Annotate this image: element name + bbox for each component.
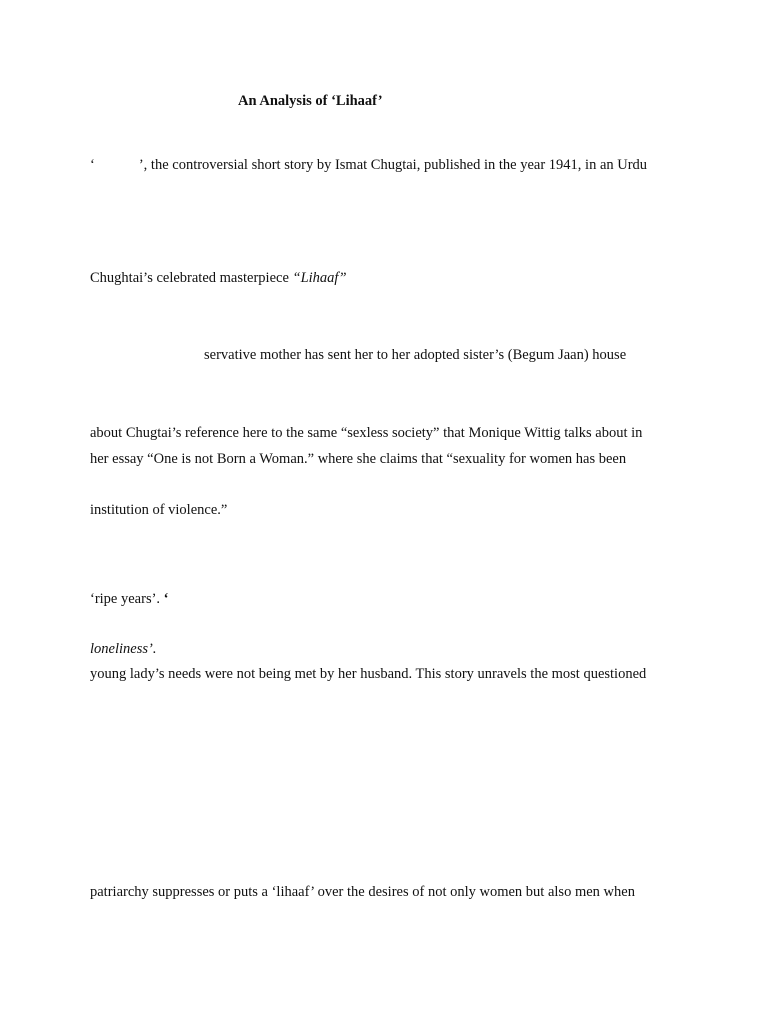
text-fragment-bold: ‘: [163, 591, 169, 607]
paragraph-line: servative mother has sent her to her adopted sister’s (Begum Jaan) house: [204, 347, 627, 363]
paragraph-line: her essay “One is not Born a Woman.” where she claims that “sexuality for women has been: [90, 451, 627, 467]
text-fragment: ‘ripe years’.: [90, 591, 164, 607]
text-fragment-italic: “Lihaaf”: [292, 270, 347, 286]
paragraph-line: [90, 156, 647, 174]
paragraph-line: [90, 590, 169, 608]
paragraph-line: young lady’s needs were not being met by her husband. This story unravels the most questioned: [90, 666, 647, 682]
paragraph-line: institution of violence.”: [90, 502, 228, 518]
paragraph-line: patriarchy suppresses or puts a ‘lihaaf’ over the desires of not only women but also men when: [90, 884, 635, 900]
document-title: An Analysis of ‘Lihaaf’: [238, 93, 383, 109]
text-fragment: ’, the controversial short story by Ismat Chugtai, published in the year 1941, in an Urdu: [138, 157, 648, 173]
text-fragment: Chughtai’s celebrated masterpiece: [90, 270, 293, 286]
paragraph-line: [90, 269, 347, 287]
paragraph-line: about Chugtai’s reference here to the same “sexless society” that Monique Wittig talks about in: [90, 425, 643, 441]
paragraph-line-italic: loneliness’.: [90, 641, 157, 657]
text-fragment: ‘: [90, 157, 95, 173]
